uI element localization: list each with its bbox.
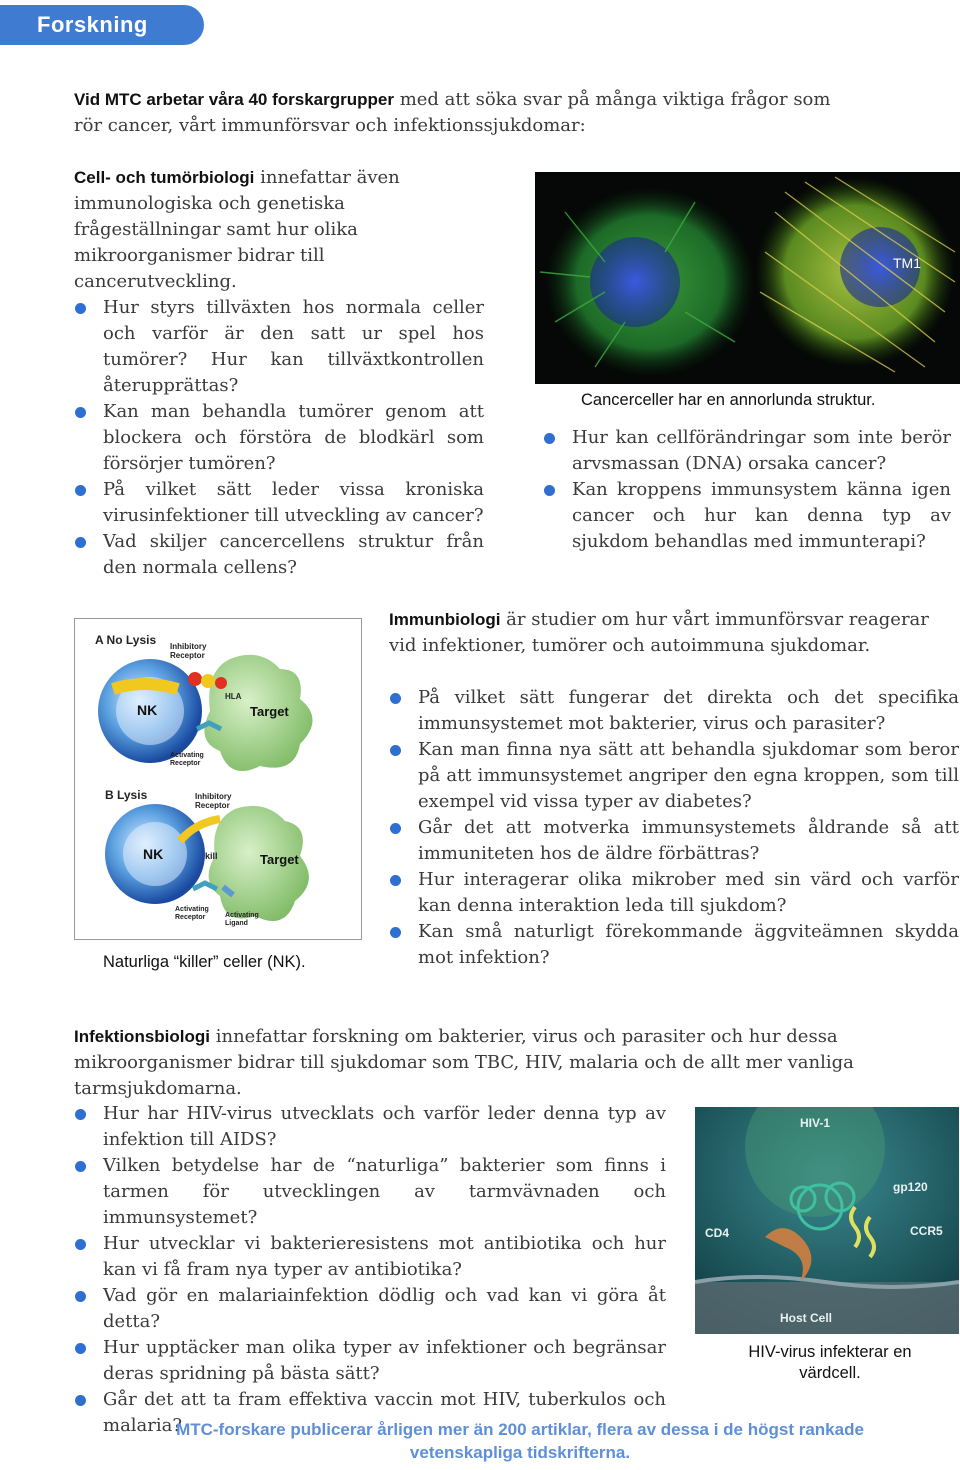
infection-bullet-list [74,1101,666,1439]
infection-text: innefattar forskning om bakterier, virus och parasiter och hur dessa mikroorganismer bidrar till sjukdomar som TBC, HIV, malaria och de allt mer vanliga tarmsjukdomarna. [74,1026,854,1099]
host-cell-label: Host Cell [780,1311,833,1325]
cancer-cells-illustration [535,172,960,384]
section-tab [0,5,204,45]
list-item: Kan små naturligt förekommande äggviteämnen skydda mot infektion? [389,919,959,971]
list-item: Kan kroppens immunsystem känna igen cancer och hur kan denna typ av sjukdom behandlas med immunterapi? [543,477,951,555]
cancer-cells-caption: Cancerceller har en annorlunda struktur. [581,391,876,409]
activating-label-a: Activating Receptor [170,752,204,767]
list-item: Hur styrs tillväxten hos normala celler och varför är den satt ur spel hos tumörer? Hur kan tillväxtkontrollen återupprättas? [74,295,484,399]
list-item: Vad skiljer cancercellens struktur från den normala cellens? [74,529,484,581]
list-item: Hur kan cellförändringar som inte berör arvsmassan (DNA) orsaka cancer? [543,425,951,477]
list-item: Går det att ta fram effektiva vaccin mot HIV, tuberkulos och malaria? [74,1387,666,1439]
infection-paragraph [74,1024,960,1102]
nk-diagram [74,618,362,940]
list-item: Vilken betydelse har de “naturliga” bakterier som finns i tarmen för utvecklingen av tarmvävnaden och immunsystemet? [74,1153,666,1231]
immuno-bullet-list [389,685,959,971]
list-item: Kan man behandla tumörer genom att blockera och förstöra de blodkärl som försörjer tumören? [74,399,484,477]
intro-text: med att söka svar på många viktiga frågor som rör cancer, vårt immunförsvar och infektionssjukdomar: [74,89,831,136]
ccr5-label: CCR5 [910,1224,943,1238]
cd4-label: CD4 [705,1226,730,1240]
cell-paragraph [74,165,486,295]
list-item: Hur upptäcker man olika typer av infektioner och begränsar deras spridning på bästa sätt? [74,1335,666,1387]
list-item: På vilket sätt leder vissa kroniska virusinfektioner till utveckling av cancer? [74,477,484,529]
list-item: Hur har HIV-virus utvecklats och varför leder denna typ av infektion till AIDS? [74,1101,666,1153]
inhibitory-label-a: Inhibitory Receptor [170,642,207,660]
target-label-a: Target [250,704,289,719]
hiv-label: HIV-1 [800,1116,831,1130]
list-item: Vad gör en malariainfektion dödlig och vad kan vi göra åt detta? [74,1283,666,1335]
nk-illustration [75,619,361,939]
hiv-image [695,1107,959,1334]
list-item: Kan man finna nya sätt att behandla sjukdomar som beror på att immunsystemet angriper den egna kroppen, som till exempel vid vissa typer av diabetes? [389,737,959,815]
intro-lead: Vid MTC arbetar våra 40 forskargrupper [74,90,394,109]
cell-text: innefattar även immunologiska och genetiska frågeställningar samt hur olika mikroorganismer bidrar till cancerutveckling. [74,167,400,292]
hiv-caption: HIV-virus infekterar en värdcell. [748,1343,912,1382]
hla-label: HLA [225,692,242,701]
nk-caption: Naturliga “killer” celler (NK). [103,953,306,971]
footer-note: MTC-forskare publicerar årligen mer än 200 artiklar, flera av dessa i de högst rankade vetenskapliga tidskrifterna. [176,1420,864,1462]
cell-bullet-list [74,295,484,581]
kill-label: kill [205,851,218,861]
hiv-illustration [695,1107,959,1334]
activating-ligand-label: Activating Ligand [225,912,259,927]
panel-b-label: B Lysis [105,788,148,802]
section-tab-label: Forskning [37,12,148,37]
tm1-label: TM1 [893,255,921,271]
list-item: På vilket sätt fungerar det direkta och det specifika immunsystemet mot bakterier, virus och parasiter? [389,685,959,737]
target-label-b: Target [260,852,299,867]
activating-label-b: Activating Receptor [175,906,209,921]
cancer-cells-image [535,172,960,384]
immuno-lead: Immunbiologi [389,610,501,629]
cell-bullet-list-right [543,425,951,555]
gp120-label: gp120 [893,1180,928,1194]
list-item: Går det att motverka immunsystemets åldrande så att immuniteten hos de äldre förbättras? [389,815,959,867]
inhibitory-label-b: Inhibitory Receptor [195,792,232,810]
list-item: Hur utvecklar vi bakterieresistens mot antibiotika och hur kan vi få fram nya typer av antibiotika? [74,1231,666,1283]
infection-lead: Infektionsbiologi [74,1027,210,1046]
intro-paragraph [74,87,864,139]
immuno-text: är studier om hur vårt immunförsvar reagerar vid infektioner, tumörer och autoimmuna sjukdomar. [389,609,929,656]
panel-a-label: A No Lysis [95,633,157,647]
nk-label-b: NK [143,846,164,862]
nk-label-a: NK [137,702,158,718]
immuno-paragraph [389,607,959,659]
list-item: Hur interagerar olika mikrober med sin värd och varför kan denna interaktion leda till sjukdom? [389,867,959,919]
cell-lead: Cell- och tumörbiologi [74,168,255,187]
